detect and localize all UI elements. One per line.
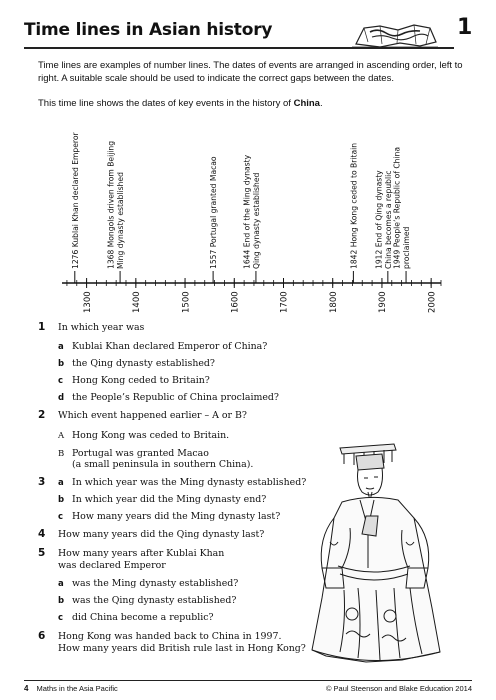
timeline-tick-label: 1400 [132,291,143,313]
page-number-badge: 1 [457,15,473,40]
intro-timeline-description [38,98,463,111]
footer-book-title: Maths in the Asia Pacific [36,684,118,693]
timeline-tick-label: 1800 [328,291,339,313]
question-1b-text: the Qing dynasty established? [72,358,215,369]
question-1d [58,392,279,404]
question-1a-text: Kublai Khan declared Emperor of China? [72,341,268,352]
timeline-tick-label: 1700 [279,291,290,313]
timeline-tick-label: 1300 [82,291,93,313]
question-3b-text: In which year did the Ming dynasty end? [72,494,267,505]
china-history-timeline [0,115,496,315]
question-1d-text: the People’s Republic of China proclaimed? [72,392,279,403]
question-2-option-b-line2: (a small peninsula in southern China). [72,459,254,470]
question-5-number: 5 [38,547,46,559]
timeline-event-label: Ming dynasty established [116,172,126,269]
option-letter-b: b [58,495,65,505]
option-letter-c: c [58,613,64,623]
footer-copyright: © Paul Steenson and Blake Education 2014 [325,684,472,693]
intro-lead-text: This time line shows the dates of key events in the history of [38,98,294,109]
timeline-event-label: 1368 Mongols driven from Beijing [106,140,116,269]
timeline-tick-label: 2000 [427,291,438,313]
question-5c [58,612,214,624]
question-2-stem: Which event happened earlier – A or B? [58,410,247,421]
option-letter-c: c [58,376,64,386]
option-letter-a: a [58,478,64,488]
question-3c-text: How many years did the Ming dynasty last? [72,511,281,522]
question-5a [58,578,238,590]
intro-country-name: China [293,98,320,109]
question-1-stem: In which year was [58,322,145,333]
question-1c [58,375,210,387]
timeline-event-label: 1912 End of Qing dynasty [374,170,384,269]
question-3c [58,511,280,523]
timeline-event-label: 1557 Portugal granted Macao [209,156,219,269]
question-4-stem: How many years did the Qing dynasty last? [58,529,265,540]
question-4-number: 4 [38,528,46,540]
timeline-tick-label: 1900 [378,291,389,313]
question-2-number: 2 [38,409,46,421]
question-3a [58,477,306,489]
question-5b-text: was the Qing dynasty established? [72,595,237,606]
option-letter-b: b [58,596,65,606]
question-5c-text: did China become a republic? [72,612,214,623]
question-5b [58,595,236,607]
timeline-tick-label: 1500 [181,291,192,313]
page-title: Time lines in Asian history [24,20,273,40]
question-1b [58,358,215,370]
timeline-event-label: Qing dynasty established [251,172,261,269]
option-letter-b: b [58,359,65,369]
footer-left [24,684,118,693]
question-5a-text: was the Ming dynasty established? [72,578,239,589]
question-6-line2: How many years did British rule last in Hong Kong? [58,643,306,654]
question-2-option-a [58,430,229,442]
question-6-line1: Hong Kong was handed back to China in 1997. [58,631,282,642]
question-3b [58,494,266,506]
timeline-event-label: 1842 Hong Kong ceded to Britain [349,142,359,269]
question-5-stem-line1: How many years after Kublai Khan [58,548,225,559]
footer-rule [24,680,472,681]
timeline-tick-label: 1600 [230,291,241,313]
intro-end-punctuation: . [319,98,323,109]
intro-paragraph: Time lines are examples of number lines. The dates of events are arranged in ascending order, left to right. A suitable scale should be used to indicate the correct gaps between the dates. [38,60,463,84]
option-letter-A: A [58,431,65,441]
footer-page-number: 4 [24,684,29,693]
option-letter-d: d [58,393,65,403]
question-2-option-a-text: Hong Kong was ceded to Britain. [72,430,230,441]
option-letter-c: c [58,512,64,522]
question-5-stem-line2: was declared Emperor [58,560,166,571]
timeline-event-label: 1644 End of the Ming dynasty [242,154,252,269]
question-6-number: 6 [38,630,46,642]
chinese-emperor-drawing-icon [282,438,460,668]
question-3-number: 3 [38,476,46,488]
question-1c-text: Hong Kong ceded to Britain? [72,375,210,386]
option-letter-B: B [58,449,65,459]
timeline-event-label: 1276 Kublai Khan declared Emperor [70,132,80,269]
question-1-number: 1 [38,321,46,333]
timeline-event-label: 1949 People’s Republic of China [392,146,402,269]
question-3a-text: In which year was the Ming dynasty established? [72,477,307,488]
question-1a [58,341,267,353]
timeline-event-label: proclaimed [402,226,412,269]
question-2-option-b-text: Portugal was granted Macao [72,448,209,459]
comic-banner-icon [350,22,440,50]
option-letter-a: a [58,579,64,589]
timeline-event-label: China becomes a republic [383,170,393,269]
option-letter-a: a [58,342,64,352]
